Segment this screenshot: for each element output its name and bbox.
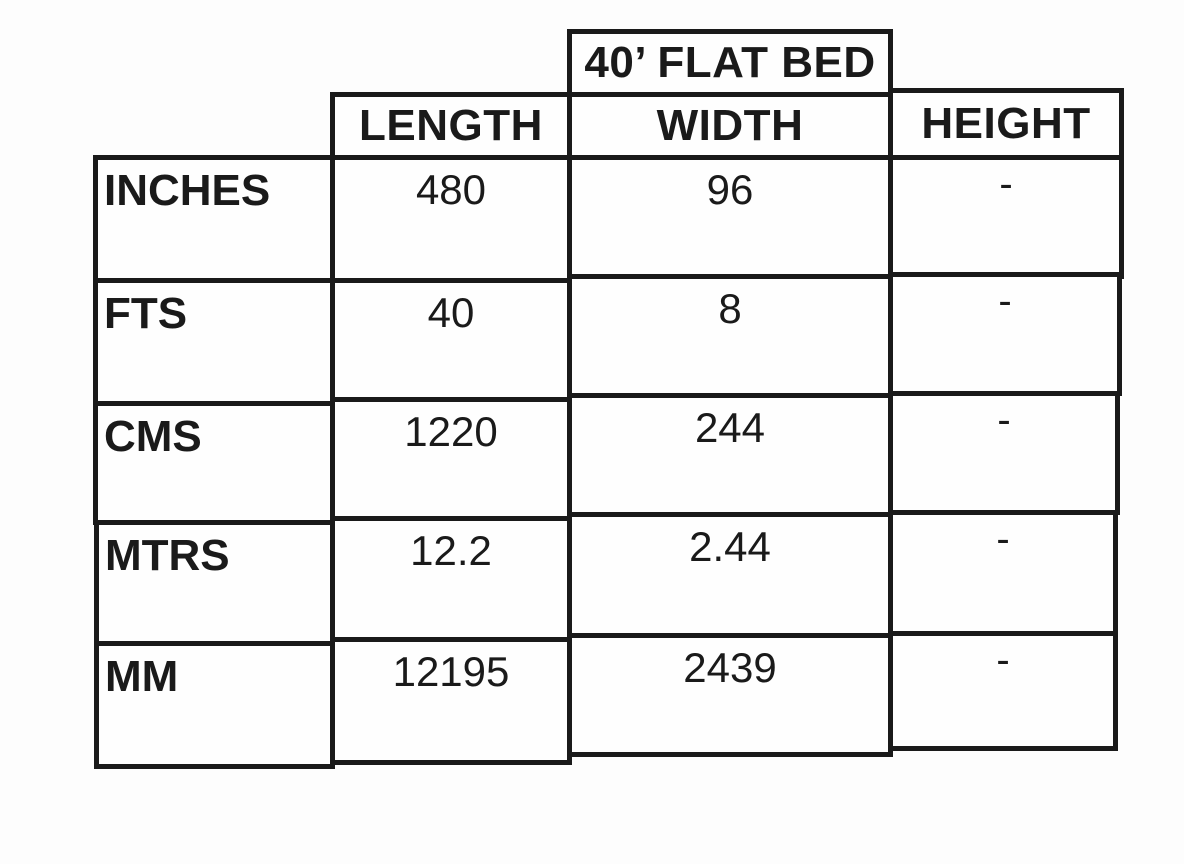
table-cell-height xyxy=(888,272,1122,396)
table-cell-height xyxy=(888,155,1124,279)
cell-value: 2.44 xyxy=(689,523,771,570)
table-cell-width xyxy=(567,274,893,398)
column-header-height xyxy=(888,88,1124,160)
cell-value: 2439 xyxy=(683,644,777,691)
cell-value: - xyxy=(997,398,1011,442)
cell-value: - xyxy=(999,162,1013,206)
cell-value: - xyxy=(996,517,1010,561)
table-cell-height xyxy=(888,510,1118,636)
row-label-fts xyxy=(93,278,335,406)
group-header-label: 40’ FLAT BED xyxy=(584,38,876,87)
table-cell-length xyxy=(330,397,572,521)
cell-value: 1220 xyxy=(404,408,498,455)
table-cell-height xyxy=(888,391,1120,515)
row-label-mm xyxy=(94,641,335,769)
table-cell-width xyxy=(567,633,893,757)
table-cell-length xyxy=(330,155,572,283)
row-label-cms xyxy=(93,401,335,525)
cell-value: - xyxy=(996,638,1010,682)
table-cell-length xyxy=(330,637,572,765)
cell-value: 96 xyxy=(706,166,754,213)
cell-value: 244 xyxy=(694,404,766,451)
row-label-text: CMS xyxy=(104,412,202,461)
column-header-length xyxy=(330,92,572,160)
group-header-cell xyxy=(567,29,893,97)
row-label-mtrs xyxy=(94,520,335,646)
cell-value: 8 xyxy=(718,285,742,332)
table-cell-width xyxy=(567,512,893,638)
cell-value: 12195 xyxy=(392,648,510,695)
row-label-text: MM xyxy=(105,652,179,701)
table-cell-length xyxy=(330,278,572,402)
column-header-width xyxy=(567,92,893,160)
row-label-inches xyxy=(93,155,335,283)
table-cell-width xyxy=(567,393,893,517)
table-cell-height xyxy=(888,631,1118,751)
cell-value: - xyxy=(998,279,1012,323)
row-label-text: INCHES xyxy=(104,166,271,215)
row-label-text: FTS xyxy=(104,289,188,338)
column-header-label: WIDTH xyxy=(656,101,804,150)
table-cell-width xyxy=(567,155,893,279)
row-label-text: MTRS xyxy=(105,531,230,580)
column-header-label: HEIGHT xyxy=(921,99,1091,148)
cell-value: 12.2 xyxy=(410,527,492,574)
cell-value: 480 xyxy=(415,166,487,213)
table-cell-length xyxy=(330,516,572,642)
column-header-label: LENGTH xyxy=(359,101,543,150)
cell-value: 40 xyxy=(427,289,475,336)
